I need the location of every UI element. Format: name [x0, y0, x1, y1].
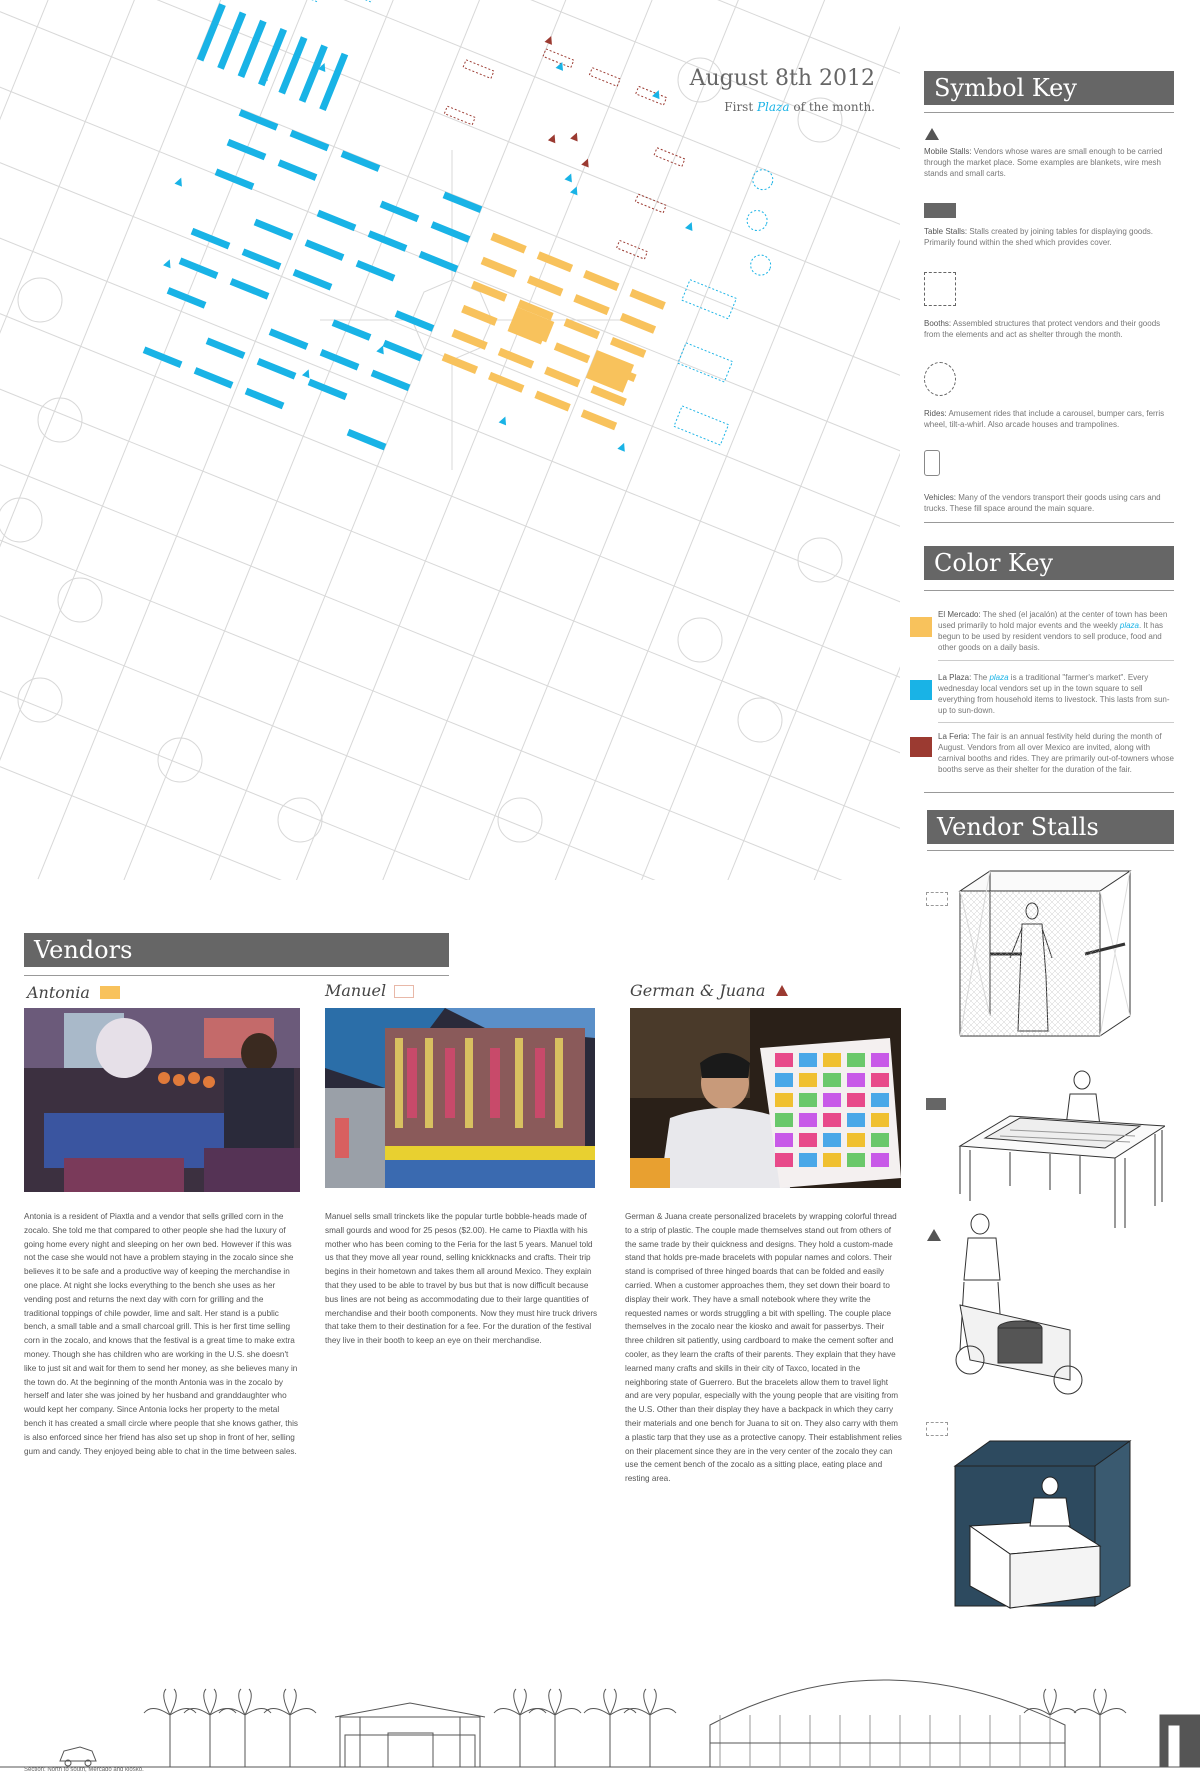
photo-german-juana: [630, 1008, 901, 1188]
key-rides: Rides: Amusement rides that include a carousel, bumper cars, ferris wheel, tilt-a-whirl. Also arcade houses and trampolines.: [924, 409, 1165, 429]
plaza-stall: [254, 219, 294, 240]
symbol-key-bottom-rule: [924, 522, 1174, 523]
bracelet: [775, 1133, 793, 1147]
ride-icon: [924, 362, 956, 396]
mercado-stall: [471, 281, 507, 302]
vendors-title: Vendors: [24, 933, 449, 967]
plaza-stall: [299, 44, 328, 102]
plaza-swatch: [910, 680, 932, 700]
plaza-stall: [206, 337, 246, 358]
bracelet: [775, 1153, 793, 1167]
bracelet: [799, 1093, 817, 1107]
color-key-bottom-rule: [924, 792, 1174, 793]
feria-mobile-stall: [545, 34, 555, 44]
bracelet: [847, 1133, 865, 1147]
plaza-mobile-stall: [564, 172, 574, 182]
plaza-stall: [371, 370, 411, 391]
plaza-stall: [347, 429, 387, 450]
feria-booth: [617, 240, 648, 259]
plaza-mobile-stall: [499, 415, 509, 425]
palm-fronds: [144, 1689, 196, 1715]
bracelet: [823, 1053, 841, 1067]
feria-booth: [654, 148, 685, 167]
palm-fronds: [1024, 1689, 1076, 1715]
bracelet: [847, 1153, 865, 1167]
section-caption: Section: North to south, Mercado and kiosko.: [24, 1767, 144, 1773]
booth-illustration: [950, 866, 1135, 1046]
plaza-booth: [271, 0, 326, 2]
bracelet: [871, 1093, 889, 1107]
plaza-stall: [332, 319, 372, 340]
bracelet: [775, 1053, 793, 1067]
plaza-stall: [269, 328, 309, 349]
plaza-mobile-stall: [570, 185, 580, 195]
mercado-stall: [527, 275, 563, 296]
plaza-stall: [217, 11, 246, 69]
triangle-icon-small: [926, 1228, 942, 1242]
color-key-title: Color Key: [924, 546, 1174, 580]
plaza-stall: [194, 367, 234, 388]
plaza-stall: [305, 239, 345, 260]
mercado-stall: [490, 233, 526, 254]
feria-mobile-stall: [581, 157, 591, 167]
palm-fronds: [219, 1689, 271, 1715]
mobile-cart-illustration: [950, 1210, 1100, 1410]
vendor-name-german-juana: German & Juana: [630, 981, 766, 1000]
photo-manuel: [325, 1008, 595, 1188]
feria-booth: [635, 194, 666, 213]
triangle-icon: [924, 127, 940, 141]
key-la-feria: La Feria: The fair is an annual festivity held during the month of August. Vendors from all over Mexico are invited, along with carnival booths and rides. They are primarily out-of-towners whose booths serve as their shelter for the duration of the fair.: [938, 732, 1174, 774]
table-stall-icon-small: [926, 1098, 946, 1110]
booth-icon: [924, 272, 956, 306]
section-drawing: [0, 1655, 1200, 1777]
mercado-stall: [610, 337, 646, 358]
vendor-text-german-juana: German & Juana create personalized bracelets by wrapping colorful thread to a strip of plastic. The couple made themselves stand out from others of the same trade by their quickness and designs. They hold a custom-made stand that holds pre-made bracelets with popular names and colors. Their stand is comprised of three hinged boards that can be folded and easily carried. When a customer approaches them, they set down their board to display their work. They have a small notebook where they write the requested names or words struggling a bit with spelling. The couple place themselves in the zocalo near the kiosko and await for passerbys. Their three children sit patiently, using cardboard to make the cement softer and cooler, as they learn the crafts of their parents. They explain that they have learned many crafts and skills in their city of Taxco, located in the neighboring state of Guerrero. But the bracelets allow them to travel light and are very popular, especially with the young people that are visiting from the U.S. Other than their display they have a backpack in which they carry their materials and one bench for Juana to sit on. They also carry with them a plastic tarp that they use as a protective canopy. Their establishment relies on their placement since they are in the very center of the zocalo they can use the cement bench of the zocalo as a sitting place, eating place and resting area.: [625, 1212, 902, 1484]
mercado-stall: [488, 372, 524, 393]
mercado-stall: [481, 257, 517, 278]
bracelet: [847, 1113, 865, 1127]
plaza-stall: [320, 349, 360, 370]
mercado-stall: [586, 350, 634, 393]
bracelet: [871, 1133, 889, 1147]
bracelet: [871, 1153, 889, 1167]
color-key-rule: [924, 590, 1174, 591]
bracelet: [847, 1073, 865, 1087]
photo-antonia: [24, 1008, 300, 1192]
mercado-swatch-small: [100, 986, 120, 999]
plaza-stall: [227, 139, 267, 160]
table-stall-icon: [924, 203, 956, 218]
palm-fronds: [494, 1689, 546, 1715]
feria-mobile-stall: [548, 133, 558, 143]
bracelet: [847, 1093, 865, 1107]
bracelet: [823, 1153, 841, 1167]
ride: [744, 207, 770, 233]
bracelet: [799, 1073, 817, 1087]
plaza-mobile-stall: [175, 176, 185, 186]
booth-swatch-small: [394, 985, 414, 998]
mercado-stall: [461, 305, 497, 326]
palm-fronds: [184, 1689, 236, 1715]
plaza-stall: [319, 53, 348, 111]
bracelet: [823, 1073, 841, 1087]
mercado-stall: [583, 270, 619, 291]
vendors-rule: [24, 975, 449, 976]
mercado-stall: [620, 313, 656, 334]
key-booths: Booths: Assembled structures that protect vendors and their goods from the elements and act as shelter through the month.: [924, 319, 1161, 339]
booth-icon-small: [926, 892, 948, 906]
key-la-plaza: La Plaza: The plaza is a traditional "farmer's market". Every wednesday local vendors set up in the town square to sell everything from household items to livestock. This lasts from sun-up to sun-down.: [938, 673, 1170, 715]
palm-fronds: [584, 1689, 636, 1715]
plaza-mobile-stall: [617, 441, 627, 451]
feria-triangle-icon: [775, 984, 789, 997]
palm-fronds: [1074, 1689, 1126, 1715]
bracelet: [775, 1093, 793, 1107]
plaza-stall: [431, 221, 471, 242]
vendor-text-manuel: Manuel sells small trinckets like the popular turtle bobble-heads made of small gourds and wood for 25 pesos ($2.00). He came to Piaxtla with his mother who has been coming to the Feria for the last 5 years. Manuel told us that they move all year round, selling knickknacks and crafts. Their trip begins in their hometown and takes them all around Mexico. They explain that they used to be able to travel by bus but that is now difficult because bus lines are not being as accommodating due to their large quantities of merchandise and their booth components. Now they must hire truck drivers that take them to their destination for a fee. For the duration of the festival they live in their booth to keep an eye on their merchandise.: [325, 1212, 598, 1346]
site-map: [0, 0, 900, 880]
plaza-stall: [356, 260, 396, 281]
bracelet: [871, 1113, 889, 1127]
plaza-stall: [238, 20, 267, 78]
bracelet: [799, 1153, 817, 1167]
vendor-text-antonia: Antonia is a resident of Piaxtla and a vendor that sells grilled corn in the zocalo. She told me that compared to other people she had the luxury of going home every night and sleeping on her own bed. However if this was not the case she would not have a problem staying in the zocalo since she believes it to be safe and a productive way of keeping the merchandise in one place. At night she locks everything to the bench she uses as her vending post and returns the next day with corn for grilling and the traditional toppings of chile powder, lime and salt. Her stand is a public bench, a small table and a small charcoal grill. This is her first time selling corn in the zocalo, and knows that the festival is a great time to make extra money. Though she has children who are working in the U.S. she doesn't like to just sit and wait for them to send her money, as she believes many in the town do. At the beginning of the month Antonia was in the zocalo by herself and later she was joined by her husband and granddaughter who would kept her company. Since Antonia locks her property to the metal bench it has created a small circle where people that she knows gather, this is also enforced since her friend has also set up shop in front of her, selling gum and candy. They enjoyed being able to chat in the time between sales.: [24, 1212, 298, 1456]
symbol-key-rule: [924, 112, 1174, 113]
mercado-stall: [564, 318, 600, 339]
mercado-stall: [537, 251, 573, 272]
map-subtitle: First Plaza of the month.: [724, 100, 875, 114]
bracelet: [823, 1093, 841, 1107]
bracelet: [775, 1113, 793, 1127]
feria-booth: [463, 60, 494, 79]
booth-icon-small-2: [926, 1422, 948, 1436]
plaza-stall: [242, 248, 282, 269]
bracelet: [823, 1113, 841, 1127]
symbol-key-title: Symbol Key: [924, 71, 1174, 105]
bracelet: [871, 1073, 889, 1087]
mercado-stall: [554, 342, 590, 363]
plaza-stall: [179, 258, 219, 279]
palm-fronds: [529, 1689, 581, 1715]
mercado-stall: [534, 391, 570, 412]
vendor-name-antonia: Antonia: [27, 983, 90, 1002]
key-mobile-stalls: Mobile Stalls: Vendors whose wares are small enough to be carried through the market place. Some examples are blankets, wire mesh stands and small carts.: [924, 147, 1163, 178]
plaza-stall: [278, 159, 318, 180]
plaza-stall: [257, 358, 297, 379]
map-date-title: August 8th 2012: [689, 66, 875, 91]
plaza-stall: [341, 150, 381, 171]
vendor-stalls-rule: [927, 850, 1174, 851]
feria-swatch: [910, 737, 932, 757]
plaza-stall: [383, 340, 423, 361]
key-vehicles: Vehicles: Many of the vendors transport their goods using cars and trucks. These fill space around the main square.: [924, 493, 1161, 513]
plaza-stall: [278, 36, 307, 94]
bracelet: [847, 1053, 865, 1067]
plaza-mobile-stall: [302, 368, 312, 378]
plaza-stall: [308, 379, 348, 400]
plaza-stall: [443, 192, 483, 213]
feria-mobile-stall: [570, 131, 580, 141]
bracelet: [799, 1053, 817, 1067]
bracelet: [799, 1113, 817, 1127]
key-table-stalls: Table Stalls: Stalls created by joining tables for displaying goods. Primarily found within the shed which provides cover.: [924, 227, 1154, 247]
mercado-stall: [581, 409, 617, 430]
plaza-booth: [674, 406, 729, 445]
plaza-mobile-stall: [685, 221, 695, 231]
plaza-stall: [290, 130, 330, 151]
vehicle-icon: [924, 450, 940, 476]
plaza-booth: [324, 0, 379, 2]
plaza-stall: [191, 228, 231, 249]
vendor-name-manuel: Manuel: [325, 981, 387, 1000]
plaza-stall: [167, 287, 207, 308]
feria-booth: [543, 49, 574, 68]
bracelet: [823, 1133, 841, 1147]
plaza-rule: [938, 722, 1174, 723]
plaza-stall: [293, 269, 333, 290]
ride: [748, 252, 774, 278]
plaza-stall: [230, 278, 270, 299]
mercado-rule: [938, 660, 1174, 661]
plaza-stall: [215, 169, 255, 190]
bracelet: [871, 1053, 889, 1067]
mercado-swatch: [910, 617, 932, 637]
ride: [750, 167, 776, 193]
mercado-stall: [573, 294, 609, 315]
plaza-stall: [239, 109, 279, 130]
plaza-stall: [317, 210, 357, 231]
plaza-stall: [245, 388, 285, 409]
key-el-mercado: El Mercado: The shed (el jacalón) at the center of town has been used primarily to hold major events and the weekly plaza. It has begun to be used by resident vendors to sell produce, food and other goods on a daily basis.: [938, 610, 1168, 652]
palm-fronds: [624, 1689, 676, 1715]
vendor-stalls-title: Vendor Stalls: [927, 810, 1174, 844]
plaza-stall: [380, 201, 420, 222]
plaza-stall: [143, 347, 183, 368]
plaza-stall: [368, 230, 408, 251]
bracelet: [799, 1133, 817, 1147]
mercado-stall: [629, 289, 665, 310]
plaza-booth: [678, 343, 733, 382]
plaza-mobile-stall: [163, 258, 173, 268]
plaza-stall: [197, 3, 226, 61]
bracelet: [775, 1073, 793, 1087]
palm-fronds: [264, 1689, 316, 1715]
canopy-booth-illustration: [950, 1436, 1140, 1616]
